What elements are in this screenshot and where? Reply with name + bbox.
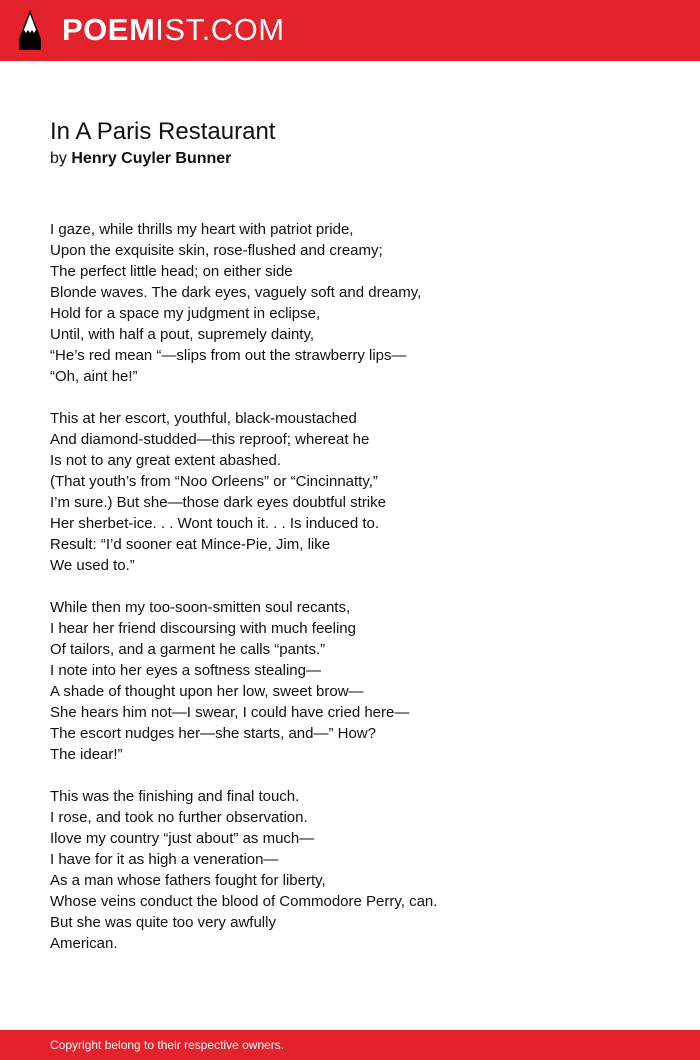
byline (50, 149, 231, 169)
stanza (50, 219, 660, 387)
poem-line: Is not to any great extent abashed. (50, 452, 281, 469)
poem-line: Until, with half a pout, supremely dainty, (50, 326, 315, 343)
poem-line: This was the finishing and final touch. (50, 788, 300, 805)
brand-bold-text: POEM (62, 12, 156, 47)
by-label: by (50, 150, 67, 167)
stanza (50, 597, 660, 765)
poem-line: Whose veins conduct the blood of Commodore Perry, can. (50, 893, 438, 910)
poem-line: Blonde waves. The dark eyes, vaguely soft and dreamy, (50, 284, 422, 301)
poem-line: The escort nudges her—she starts, and—” How? (50, 725, 376, 742)
poem-line: I hear her friend discoursing with much feeling (50, 620, 356, 637)
poem-line: We used to.” (50, 557, 135, 574)
poem-line: As a man whose fathers fought for liberty, (50, 872, 326, 889)
poem-line: The idear!” (50, 746, 123, 763)
poem-line: I gaze, while thrills my heart with patriot pride, (50, 221, 354, 238)
poem-line: She hears him not—I swear, I could have cried here— (50, 704, 410, 721)
poem-line: (That youth’s from “Noo Orleens” or “Cincinnatty,” (50, 473, 378, 490)
stanza (50, 408, 660, 576)
poem-line: This at her escort, youthful, black-moustached (50, 410, 357, 427)
poem-line: And diamond-studded—this reproof; whereat he (50, 431, 370, 448)
poem-line: The perfect little head; on either side (50, 263, 293, 280)
poem-line: Result: “I’d sooner eat Mince-Pie, Jim, like (50, 536, 331, 553)
poem-line: I note into her eyes a softness stealing— (50, 662, 321, 679)
poem-body (50, 219, 660, 975)
author-name: Henry Cuyler Bunner (71, 150, 232, 167)
poem-line: I rose, and took no further observation. (50, 809, 308, 826)
site-logo-text[interactable] (62, 13, 285, 47)
site-header (0, 0, 700, 61)
poem-line: But she was quite too very awfully (50, 914, 276, 931)
pencil-logo-icon[interactable] (17, 9, 43, 51)
poem-line: I have for it as high a veneration— (50, 851, 279, 868)
poem-line: “Oh, aint he!” (50, 368, 138, 385)
poem-line: Of tailors, and a garment he calls “pants.” (50, 641, 326, 658)
poem-line: Ilove my country “just about” as much— (50, 830, 315, 847)
stanza (50, 786, 660, 954)
poem-line: Her sherbet-ice. . . Wont touch it. . . Is induced to. (50, 515, 380, 532)
poem-line: “He’s red mean “—slips from out the strawberry lips— (50, 347, 407, 364)
poem-line: I’m sure.) But she—those dark eyes doubtful strike (50, 494, 386, 511)
poem-line: Hold for a space my judgment in eclipse, (50, 305, 321, 322)
site-footer (0, 1030, 700, 1060)
poem-line: American. (50, 935, 118, 952)
poem-line: While then my too-soon-smitten soul recants, (50, 599, 351, 616)
brand-light-text: IST.COM (155, 12, 285, 47)
poem-title: In A Paris Restaurant (50, 118, 276, 145)
copyright-text: Copyright belong to their respective owners. (50, 1038, 285, 1052)
poem-line: Upon the exquisite skin, rose-flushed and creamy; (50, 242, 383, 259)
poem-line: A shade of thought upon her low, sweet brow— (50, 683, 364, 700)
